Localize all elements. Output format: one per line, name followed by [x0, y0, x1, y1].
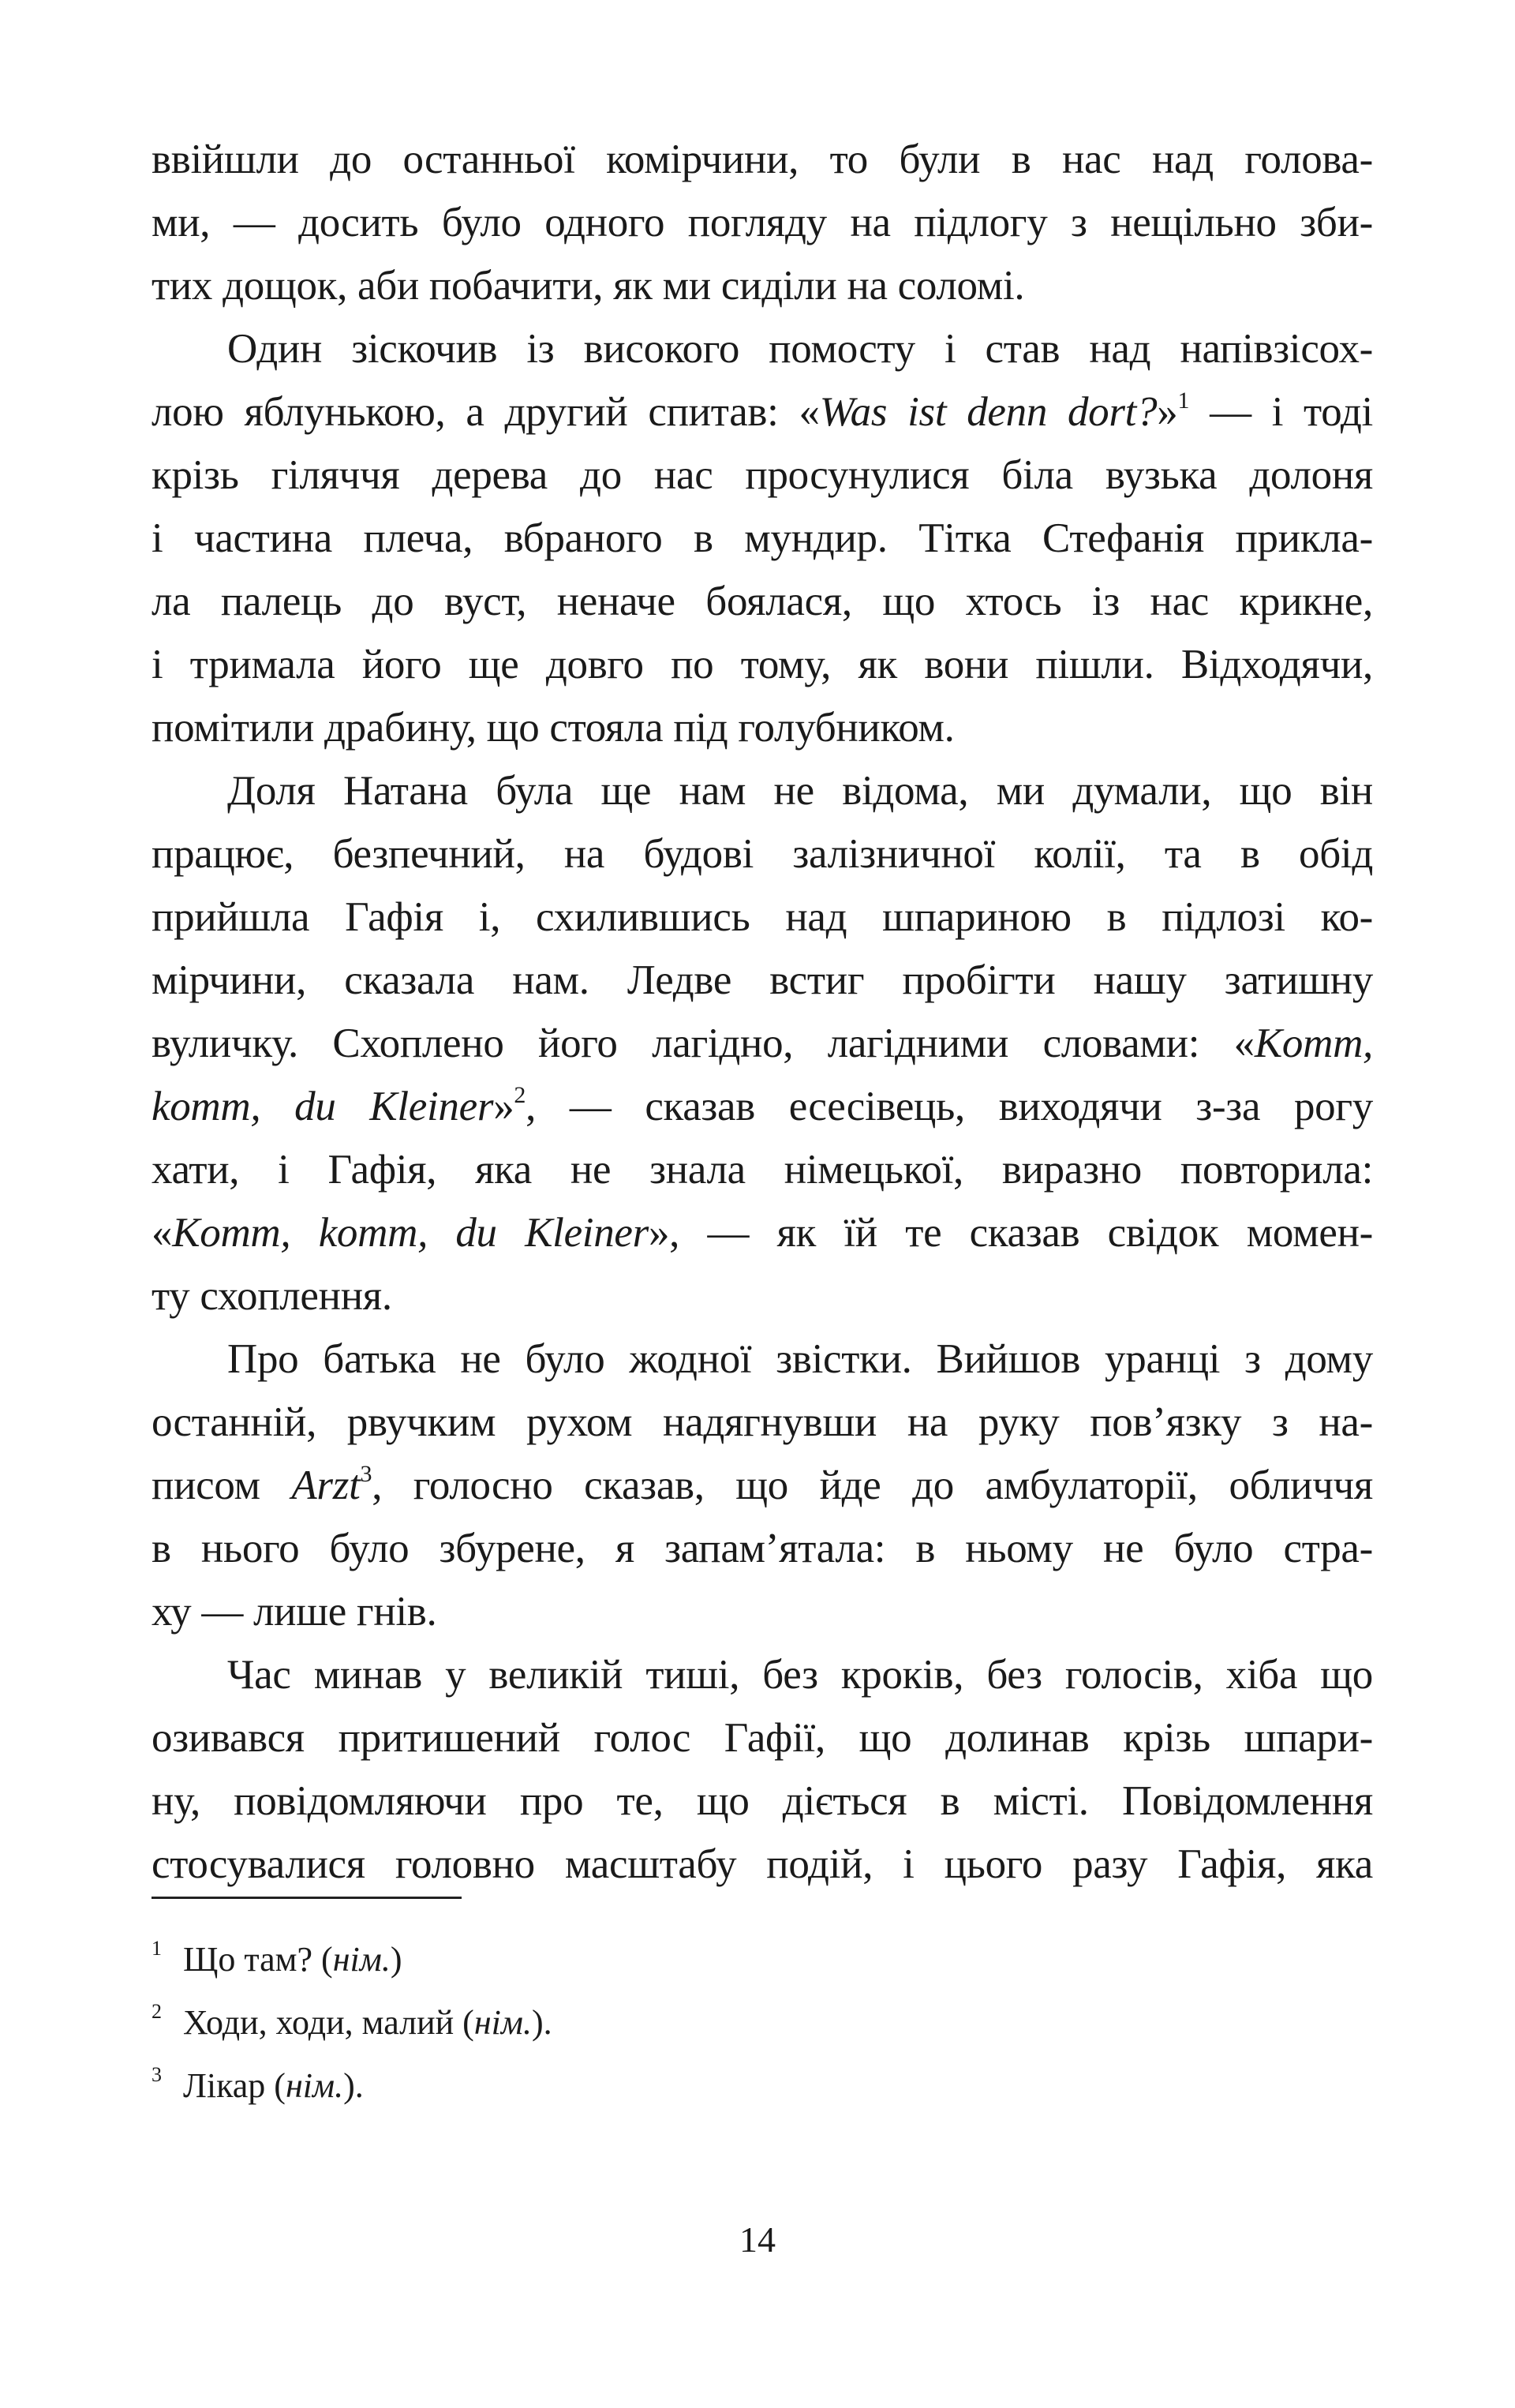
footnote-number: 3 — [152, 2063, 162, 2086]
text-run: озивався притишений голос Гафії, що долинав крізь шпари- — [152, 1715, 1373, 1761]
text-run: і тримала його ще довго по тому, як вони пішли. Відходячи, — [152, 642, 1373, 687]
text-line — [152, 1769, 1373, 1833]
italic-text: Arzt — [291, 1462, 361, 1508]
text-run: тих дощок, аби побачити, як ми сиділи на соломі. — [152, 263, 1025, 309]
text-run: крізь гіляччя дерева до нас просунулися біла вузька долоня — [152, 452, 1373, 498]
text-run: , голосно сказав, що йде до амбулаторії, обличчя — [372, 1462, 1373, 1508]
paragraph — [152, 128, 1373, 317]
text-run: ввійшли до останньої комірчини, то були в нас над голова- — [152, 137, 1373, 182]
text-run: лою яблунькою, а другий спитав: « — [152, 389, 820, 435]
text-line — [152, 759, 1373, 822]
text-run: вуличку. Схоплено його лагідно, лагідними словами: « — [152, 1020, 1255, 1066]
text-run: ху — лише гнів. — [152, 1589, 437, 1635]
text-run: стосувалися головно масштабу подій, і цього разу Гафія, яка — [152, 1841, 1373, 1887]
text-run: Час минав у великій тиші, без кроків, без голосів, хіба що — [227, 1652, 1373, 1698]
text-run: Ходи, ходи, малий ( — [183, 2003, 474, 2042]
text-line — [152, 1706, 1373, 1769]
footnote-number: 2 — [152, 2000, 162, 2023]
text-line — [152, 507, 1373, 570]
paragraph — [152, 317, 1373, 759]
text-line — [152, 1391, 1373, 1454]
text-run: », — як їй те сказав свідок момен- — [648, 1210, 1373, 1256]
text-run: ну, повідомляючи про те, що діється в місті. Повідомлення — [152, 1778, 1373, 1824]
text-line — [152, 1328, 1373, 1391]
italic-text: нім. — [473, 2003, 532, 2042]
text-run: ). — [531, 2003, 552, 2042]
text-run: помітили драбину, що стояла під голубником. — [152, 705, 955, 751]
text-line — [152, 444, 1373, 507]
italic-text: Komm, komm, du Kleiner — [172, 1210, 649, 1256]
text-run: хати, і Гафія, яка не знала німецької, виразно повторила: — [152, 1147, 1373, 1193]
text-run: і частина плеча, вбраного в мундир. Тітка Стефанія прикла- — [152, 515, 1373, 561]
text-line — [152, 1012, 1373, 1075]
text-line — [152, 128, 1373, 191]
footnote — [152, 2054, 552, 2118]
page-number: 14 — [739, 2219, 776, 2260]
text-line — [152, 1264, 1373, 1328]
text-run: ). — [343, 2066, 364, 2105]
text-line — [152, 696, 1373, 759]
text-line — [152, 886, 1373, 949]
text-line — [152, 1138, 1373, 1201]
text-run: працює, безпечний, на будові залізничної колії, та в обід — [152, 831, 1373, 877]
text-line — [152, 822, 1373, 886]
text-run: Доля Натана була ще нам не відома, ми думали, що він — [227, 768, 1373, 814]
text-line — [152, 1580, 1373, 1643]
text-run: Лікар ( — [183, 2066, 286, 2105]
text-run: « — [152, 1210, 173, 1256]
text-run: останній, рвучким рухом надягнувши на руку пов’язку з на- — [152, 1399, 1373, 1445]
text-run: » — [1157, 389, 1178, 435]
text-run: — і тоді — [1189, 389, 1373, 435]
footnote-rule — [152, 1897, 462, 1899]
text-run: » — [493, 1084, 514, 1129]
footnote-marker[interactable]: 3 — [360, 1461, 372, 1487]
text-run: ту схоплення. — [152, 1273, 392, 1319]
text-run: Що там? ( — [183, 1940, 333, 1979]
text-run: Про батька не було жодної звістки. Вийшов уранці з дому — [227, 1336, 1373, 1382]
text-line — [152, 317, 1373, 380]
body-text — [152, 128, 1373, 1896]
footnote-number: 1 — [152, 1937, 162, 1960]
italic-text: komm, du Kleiner — [152, 1084, 494, 1129]
paragraph — [152, 759, 1373, 1328]
text-line — [152, 1454, 1373, 1517]
text-line — [152, 1517, 1373, 1580]
text-run: , — сказав есесівець, виходячи з-за рогу — [526, 1084, 1373, 1129]
text-line — [152, 254, 1373, 317]
italic-text: нім. — [332, 1940, 391, 1979]
text-line — [152, 191, 1373, 254]
text-run: Один зіскочив із високого помосту і став над напівзісох- — [227, 326, 1373, 372]
text-line — [152, 570, 1373, 633]
text-run: ла палець до вуст, неначе боялася, що хтось із нас крикне, — [152, 579, 1373, 624]
paragraph — [152, 1328, 1373, 1643]
text-run: прийшла Гафія і, схилившись над шпариною в підлозі ко- — [152, 894, 1373, 940]
text-run: мірчини, сказала нам. Ледве встиг пробігти нашу затишну — [152, 957, 1373, 1003]
text-line — [152, 1201, 1373, 1264]
footnotes — [152, 1928, 552, 2118]
italic-text: Was ist denn dort? — [819, 389, 1158, 435]
text-line — [152, 1075, 1373, 1138]
text-line — [152, 1643, 1373, 1706]
italic-text: Komm, — [1254, 1020, 1373, 1066]
text-run: писом — [152, 1462, 292, 1508]
text-run: ми, — досить було одного погляду на підлогу з нещільно зби- — [152, 200, 1373, 245]
paragraph — [152, 1643, 1373, 1896]
footnote — [152, 1928, 552, 1991]
footnote-marker[interactable]: 1 — [1177, 388, 1190, 414]
italic-text: нім. — [285, 2066, 344, 2105]
text-line — [152, 633, 1373, 696]
text-line — [152, 949, 1373, 1012]
footnote — [152, 1991, 552, 2054]
text-line — [152, 1833, 1373, 1896]
text-line — [152, 380, 1373, 444]
footnote-marker[interactable]: 2 — [514, 1082, 526, 1108]
text-run: ) — [390, 1940, 402, 1979]
text-run: в нього було збурене, я запам’ятала: в ньому не було стра- — [152, 1526, 1373, 1571]
